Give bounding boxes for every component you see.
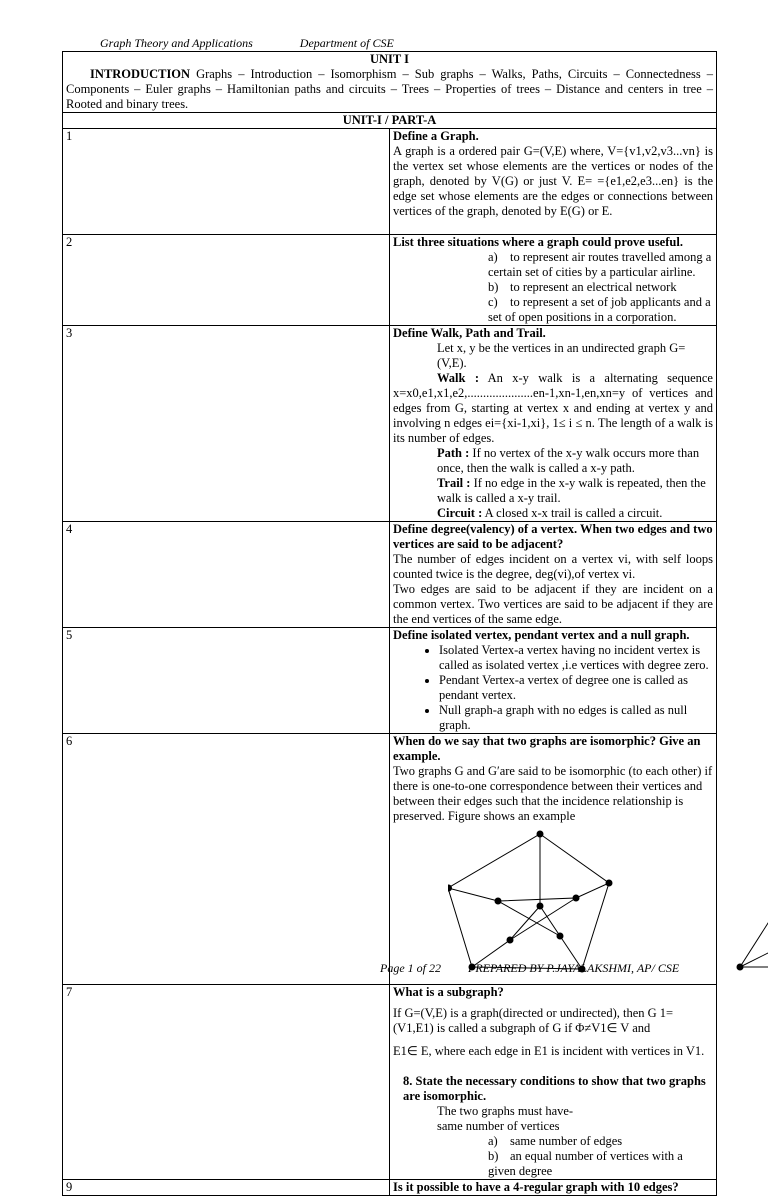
graph-g-figure bbox=[448, 828, 618, 978]
table-row bbox=[63, 522, 717, 628]
part-title: UNIT-I / PART-A bbox=[63, 113, 717, 129]
question-title: What is a subgraph? bbox=[393, 985, 504, 999]
answer-text: E1∈ E, where each edge in E1 is incident with vertices in V1. bbox=[393, 1044, 705, 1058]
answer-text: The number of edges incident on a vertex vi, with self loops counted twice is the degree, deg(vi),of vertex vi. bbox=[393, 552, 713, 581]
intro-label: INTRODUCTION bbox=[90, 67, 191, 81]
answer-list bbox=[393, 643, 713, 733]
unit-title: UNIT I bbox=[369, 52, 410, 66]
answer-list bbox=[393, 1134, 713, 1179]
question-number: 9 bbox=[63, 1180, 390, 1196]
isomorphic-figure bbox=[393, 824, 713, 984]
page-footer bbox=[380, 961, 679, 976]
question-number: 1 bbox=[63, 129, 390, 235]
list-item: b) to represent an electrical network bbox=[488, 280, 677, 294]
list-item: • Pendant Vertex-a vertex of degree one is called as pendant vertex. bbox=[439, 673, 713, 703]
page-number: Page 1 of 22 bbox=[380, 961, 441, 975]
circuit-definition: Circuit : A closed x-x trail is called a circuit. bbox=[437, 506, 663, 520]
answer-text: Let x, y be the vertices in an undirected graph G=(V,E). bbox=[437, 341, 686, 370]
question-title: Define degree(valency) of a vertex. When two edges and two vertices are said to be adjacent? bbox=[393, 522, 713, 551]
list-item: b) an equal number of vertices with a given degree bbox=[488, 1149, 683, 1178]
page-header bbox=[100, 36, 394, 51]
path-definition: Path : If no vertex of the x-y walk occurs more than once, then the walk is called a x-y path. bbox=[437, 446, 700, 475]
answer-text: A graph is a ordered pair G=(V,E) where, V={v1,v2,v3...vn} is the vertex set whose elements are the vertices or nodes of the graph, denoted by V(G) or just V. E= ={e1,e2,e3...en} is the edge set whose elements are the edges or connections between vertices of the graph, denoted by E(G) or E. bbox=[393, 144, 713, 218]
graph-g-prime-figure bbox=[728, 830, 768, 980]
question-title: Define isolated vertex, pendant vertex and a null graph. bbox=[393, 628, 690, 642]
table-row bbox=[63, 1180, 717, 1196]
question-number: 4 bbox=[63, 522, 390, 628]
list-item: a) to represent air routes travelled among a certain set of cities by a particular airline. bbox=[488, 250, 712, 279]
question-title: When do we say that two graphs are isomorphic? Give an example. bbox=[393, 734, 701, 763]
question-title: Define a Graph. bbox=[393, 129, 479, 143]
question-table bbox=[62, 51, 717, 1196]
answer-list bbox=[393, 250, 713, 325]
answer-text: The two graphs must have- bbox=[437, 1104, 574, 1118]
list-item: • Null graph-a graph with no edges is called as null graph. bbox=[439, 703, 713, 733]
course-title: Graph Theory and Applications bbox=[100, 36, 253, 50]
question-title: Is it possible to have a 4-regular graph with 10 edges? bbox=[390, 1180, 717, 1196]
question-number: 6 bbox=[63, 734, 390, 985]
walk-definition: Walk : An x-y walk is a alternating sequence x=x0,e1,x1,e2,.....................en-1,xn-1,en,xn=y of vertices and edges from G, starting at vertex x and ending at vertex y and involving n edges ei={xi-1,xi}, 1≤ i ≤ n. The length of a walk is its number of edges. bbox=[393, 371, 713, 445]
table-row bbox=[63, 985, 717, 1180]
question-number: 7 bbox=[63, 985, 390, 1180]
answer-text: same number of vertices bbox=[437, 1119, 560, 1133]
question-title: List three situations where a graph could prove useful. bbox=[393, 235, 683, 249]
question-title: 8. State the necessary conditions to show that two graphs are isomorphic. bbox=[403, 1074, 706, 1103]
answer-text: Two edges are said to be adjacent if they are incident on a common vertex. Two vertices are said to be adjacent if they are the end vertices of the same edge. bbox=[393, 582, 713, 626]
answer-text: If G=(V,E) is a graph(directed or undirected), then G 1=(V1,E1) is called a subgraph of G if Φ≠V1∈ V and bbox=[393, 1006, 674, 1035]
table-row bbox=[63, 734, 717, 985]
prepared-by: PREPARED BY P.JAYALAKSHMI, AP/ CSE bbox=[468, 961, 680, 975]
trail-definition: Trail : If no edge in the x-y walk is repeated, then the walk is called a x-y trail. bbox=[437, 476, 706, 505]
question-title: Define Walk, Path and Trail. bbox=[393, 326, 546, 340]
intro-text: Graphs – Introduction – Isomorphism – Sub graphs – Walks, Paths, Circuits – Connectedness – Components – Euler graphs – Hamiltonian paths and circuits – Trees – Properties of trees – Distance and centers in tree – Rooted and binary trees. bbox=[66, 67, 713, 111]
department: Department of CSE bbox=[299, 36, 394, 50]
list-item: a) same number of edges bbox=[488, 1134, 623, 1148]
unit-header-cell bbox=[63, 52, 717, 113]
unit-intro bbox=[66, 67, 713, 112]
table-row bbox=[63, 326, 717, 522]
list-item: • Isolated Vertex-a vertex having no incident vertex is called as isolated vertex ,i.e vertices with degree zero. bbox=[439, 643, 713, 673]
list-item: c) to represent a set of job applicants and a set of open positions in a corporation. bbox=[488, 295, 711, 324]
question-number: 3 bbox=[63, 326, 390, 522]
answer-text: Two graphs G and G′are said to be isomorphic (to each other) if there is one-to-one correspondence between their vertices and between their edges such that the incidence relationship is preserved. Figure shows an example bbox=[393, 764, 713, 823]
table-row bbox=[63, 235, 717, 326]
question-number: 5 bbox=[63, 628, 390, 734]
table-row bbox=[63, 628, 717, 734]
table-row bbox=[63, 129, 717, 235]
question-number: 2 bbox=[63, 235, 390, 326]
